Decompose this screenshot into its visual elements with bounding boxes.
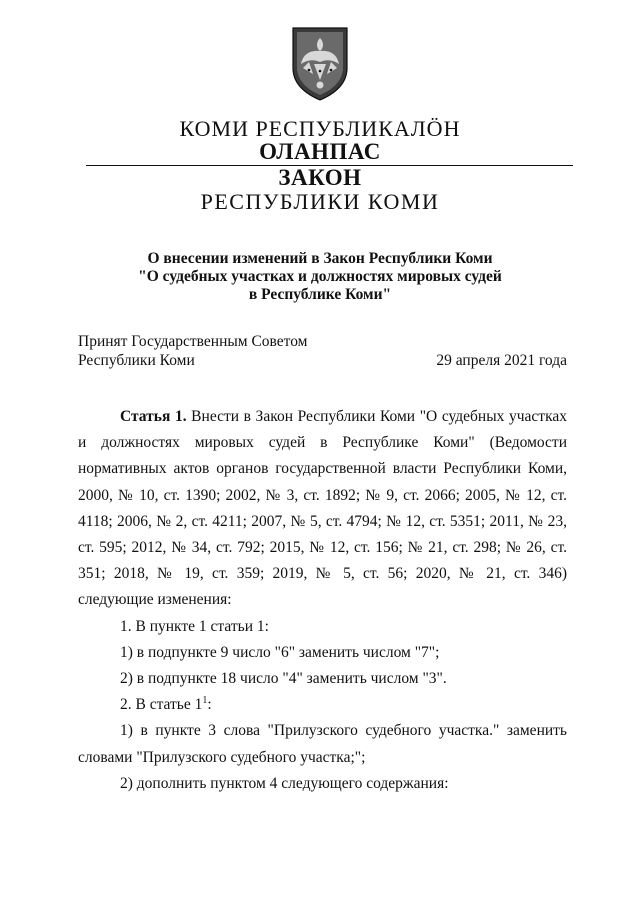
item-2-sub-1: 1) в пункте 3 слова "Прилузского судебного участка." заменить словами "Прилузского судебного участка;";: [78, 722, 567, 766]
org-name-line1: КОМИ РЕСПУБЛИКАЛӦН: [179, 116, 461, 141]
article-1-text: Внести в Закон Республики Коми "О судебных участках и должностях мировых судей в Республике Коми" (Ведомости нормативных актов органов государственной власти Республики Коми, 2000, № 10, ст. 1390; 2002, № 3, ст. 1892; № 9, ст. 2066; 2005, № 12, ст. 4118; 2006, № 2, ст. 4211; 2007, № 5, ст. 4794; № 12, ст. 5351; 2011, № 23, ст. 595; 2012, № 34, ст. 792; 2015, № 12, ст. 156; № 21, ст. 298; № 26, ст. 351; 2018, № 19, ст. 359; 2019, № 5, ст. 56; 2020, № 21, ст. 346) следующие изменения:: [78, 408, 567, 609]
item-1-sub-2: 2) в подпункте 18 число "4" заменить числом "3".: [120, 670, 447, 688]
document-body: [78, 404, 567, 797]
item-2-suffix: :: [207, 696, 212, 714]
item-2-superscript: 1: [202, 695, 208, 707]
document-title-line1: О внесении изменений в Закон Республики Коми: [147, 250, 493, 267]
item-2-prefix: 2. В статье 1: [120, 696, 203, 714]
adopted-by-line2: Республики Коми: [78, 352, 195, 369]
item-1-sub-1: 1) в подпункте 9 число "6" заменить числом "7";: [120, 643, 440, 661]
item-2-sub-2: 2) дополнить пунктом 4 следующего содержания:: [120, 774, 449, 792]
adoption-date: 29 апреля 2021 года: [436, 352, 567, 369]
article-1-label: Статья 1.: [120, 408, 187, 425]
item-2: [78, 692, 567, 718]
document-title-line3: в Республике Коми": [248, 286, 392, 303]
org-name-line2: ОЛАНПАС: [259, 139, 381, 164]
law-subtitle: РЕСПУБЛИКИ КОМИ: [200, 189, 440, 214]
coat-of-arms-emblem-icon: [287, 24, 353, 102]
item-1: 1. В пункте 1 статьи 1:: [120, 617, 269, 635]
adopted-by-line1: Принят Государственным Советом: [78, 333, 308, 350]
article-1-paragraph: [78, 404, 567, 614]
document-title-line2: "О судебных участках и должностях мировых судей: [138, 268, 502, 285]
law-title: ЗАКОН: [278, 165, 362, 190]
